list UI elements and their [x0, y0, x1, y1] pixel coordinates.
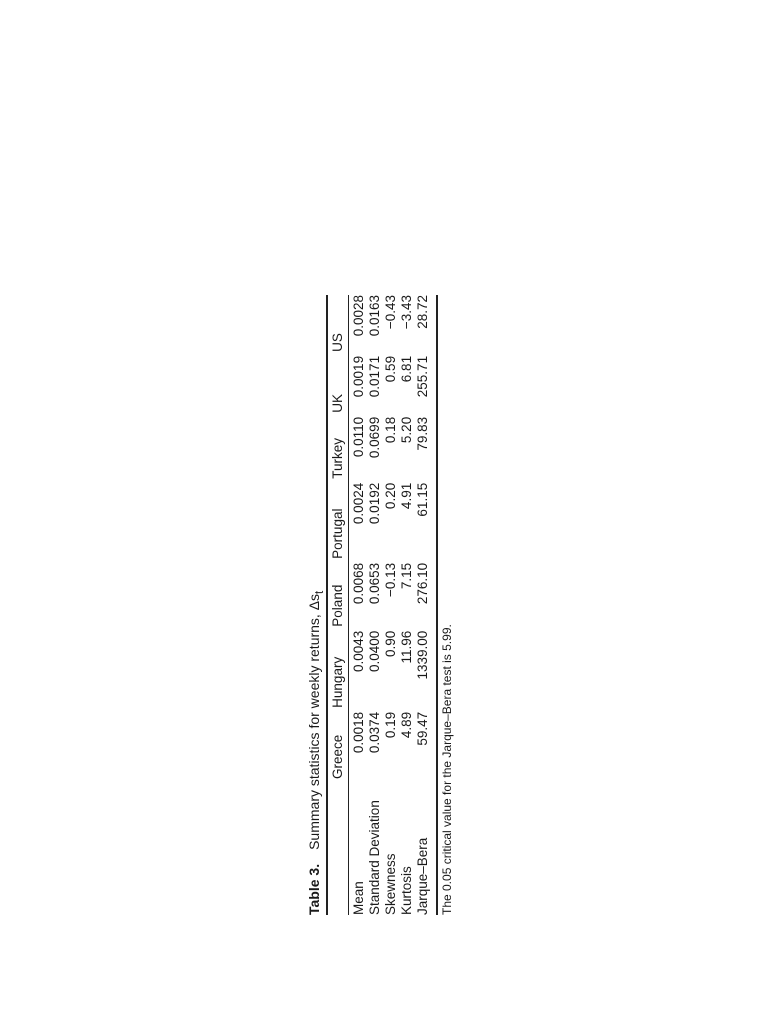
column-header-portugal: Portugal [330, 508, 345, 559]
table-row [399, 295, 415, 915]
table-cell: 0.0400 [367, 630, 382, 672]
table-cell: −0.43 [383, 295, 398, 330]
column-header-poland: Poland [330, 584, 345, 627]
row-label-mean: Mean [351, 881, 366, 915]
table-cell: 0.0110 [351, 416, 366, 458]
row-label-standard-deviation: Standard Deviation [367, 800, 382, 915]
table-cell: 0.18 [383, 416, 398, 444]
table-cell: 5.20 [399, 416, 414, 444]
table-row [367, 295, 383, 915]
table-cell: 255.71 [415, 355, 430, 398]
table-cell: 6.81 [399, 355, 414, 383]
table-cell: 0.0018 [351, 711, 366, 754]
row-label-jarque-bera: Jarque–Bera [415, 837, 430, 915]
column-header-turkey: Turkey [330, 438, 345, 479]
column-header-hungary: Hungary [330, 656, 345, 708]
column-header-uk: UK [330, 394, 345, 413]
table-cell: 0.0068 [351, 562, 366, 605]
table-cell: 0.19 [383, 711, 398, 739]
table-cell: 0.0171 [367, 355, 382, 398]
table-cell: 4.91 [399, 482, 414, 510]
column-header-greece: Greece [330, 734, 345, 779]
row-label-skewness: Skewness [383, 853, 398, 915]
table-footnote: The 0.05 critical value for the Jarque–Bera test is 5.99. [440, 624, 454, 915]
table-cell: 59.47 [415, 711, 430, 746]
table-cell: 4.89 [399, 711, 414, 739]
table-cell: 0.0192 [367, 482, 382, 525]
table-header-row [328, 295, 348, 915]
table-cell: 61.15 [415, 482, 430, 517]
table-cell: 0.20 [383, 482, 398, 510]
table-title-subscript: t [312, 590, 326, 594]
row-label-kurtosis: Kurtosis [399, 866, 414, 915]
table-cell: 276.10 [415, 562, 430, 605]
column-header-us: US [330, 333, 345, 352]
table-cell: 28.72 [415, 295, 430, 329]
table-cell: 7.15 [399, 562, 414, 590]
table-caption [306, 591, 326, 915]
table-number: Table 3. [306, 863, 322, 915]
table-cell: 0.90 [383, 630, 398, 657]
table-cell: 0.0699 [367, 416, 382, 459]
bottom-rule [436, 295, 438, 915]
table-cell: 0.0043 [351, 630, 366, 672]
table-cell: −0.13 [383, 562, 398, 597]
table-cell: 0.0019 [351, 355, 366, 398]
table-cell: 0.0163 [367, 295, 382, 337]
table-cell: 0.0028 [351, 295, 366, 337]
table-row [348, 295, 367, 915]
table-cell: 0.59 [383, 355, 398, 383]
header-blank [328, 783, 348, 915]
table-cell: 79.83 [415, 416, 430, 451]
table-title: Summary statistics for weekly returns, Δs [306, 593, 322, 850]
table-cell: 0.0653 [367, 562, 382, 605]
table-cell: 11.96 [399, 630, 414, 664]
table-cell: −3.43 [399, 295, 414, 330]
rotated-table-block [300, 295, 470, 915]
table-row [383, 295, 399, 915]
table-cell: 0.0024 [351, 482, 366, 525]
summary-statistics-table [328, 295, 431, 915]
table-cell: 0.0374 [367, 711, 382, 754]
table-cell: 1339.00 [415, 630, 430, 680]
table-row [415, 295, 431, 915]
